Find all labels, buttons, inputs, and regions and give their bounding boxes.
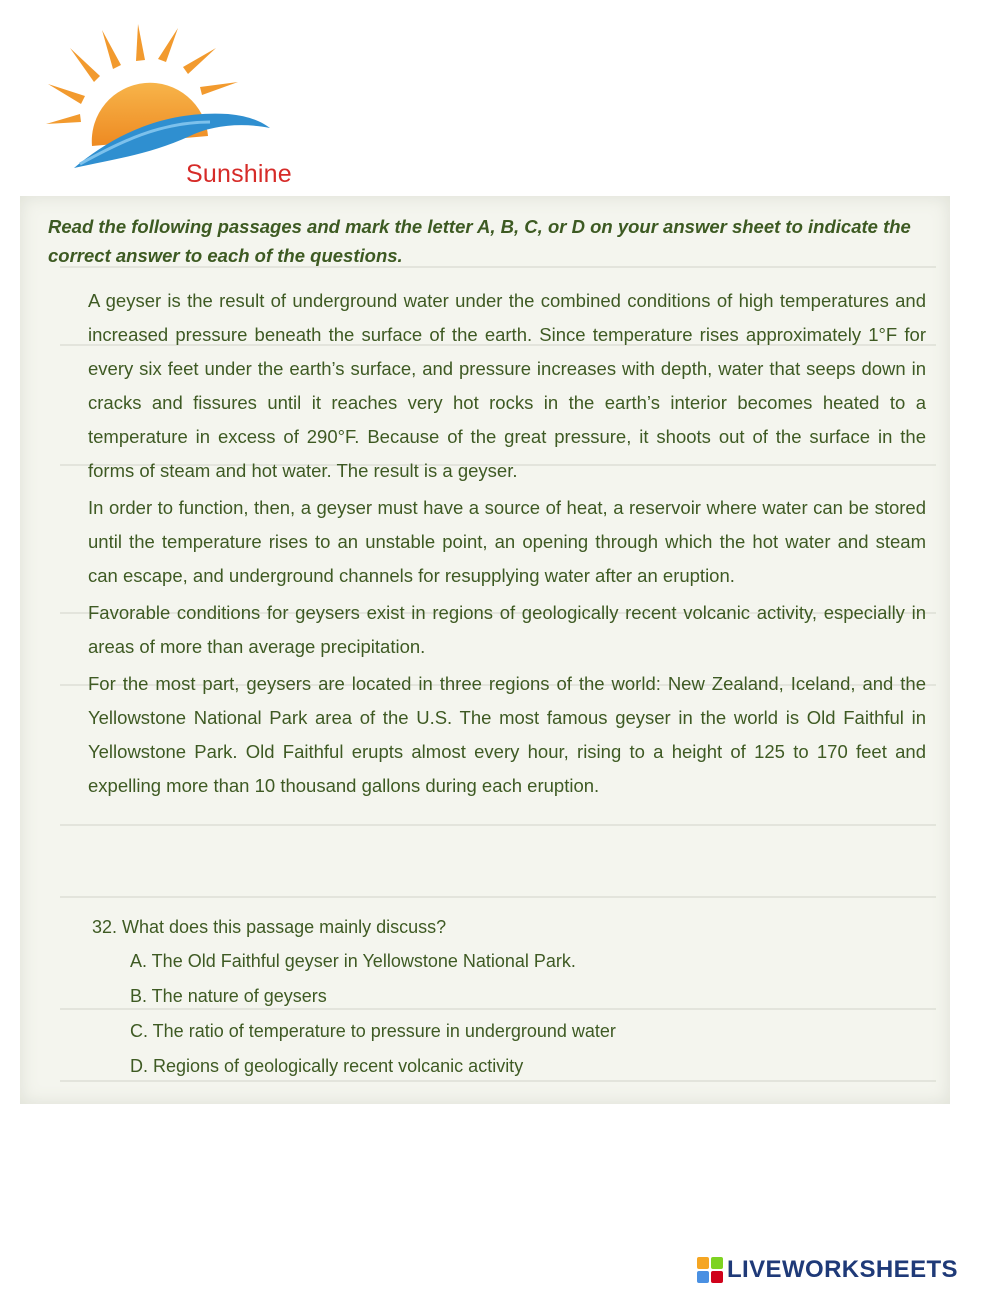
- liveworksheets-icon: [697, 1257, 723, 1283]
- logo-text: Sunshine: [186, 160, 292, 188]
- icon-tile: [697, 1271, 709, 1283]
- answer-option-b[interactable]: B. The nature of geysers: [130, 986, 327, 1006]
- icon-tile: [711, 1271, 723, 1283]
- liveworksheets-brand: [697, 1254, 958, 1286]
- instructions-heading: Read the following passages and mark the letter A, B, C, or D on your answer sheet to indicate the correct answer to each of the questions.: [48, 216, 911, 266]
- answer-option-d[interactable]: D. Regions of geologically recent volcanic activity: [130, 1056, 524, 1076]
- passage-paragraph: For the most part, geysers are located in three regions of the world: New Zealand, Iceland, and the Yellowstone National Park area of the U.S. The most famous geyser in the world is Old Faithful in Yellowstone Park. Old Faithful erupts almost every hour, rising to a height of 125 to 170 feet and expelling more than 10 thousand gallons during each eruption.: [88, 673, 926, 796]
- bleed-through-line: [60, 896, 936, 898]
- sun-icon: [40, 18, 280, 178]
- icon-tile: [697, 1257, 709, 1269]
- answer-option-a[interactable]: A. The Old Faithful geyser in Yellowstone National Park.: [130, 951, 576, 971]
- sunshine-logo: [40, 18, 292, 188]
- icon-tile: [711, 1257, 723, 1269]
- passage-paragraph: In order to function, then, a geyser must have a source of heat, a reservoir where water can be stored until the temperature rises to an unstable point, an opening through which the hot water and steam can escape, and underground channels for resupplying water after an eruption.: [88, 497, 926, 586]
- bleed-through-line: [60, 824, 936, 826]
- question-stem: 32. What does this passage mainly discuss?: [92, 917, 447, 937]
- reading-passage: [88, 284, 926, 806]
- passage-paragraph: Favorable conditions for geysers exist in regions of geologically recent volcanic activity, especially in areas of more than average precipitation.: [88, 602, 926, 657]
- question-32: [92, 912, 912, 1084]
- answer-option-c[interactable]: C. The ratio of temperature to pressure in underground water: [130, 1021, 616, 1041]
- passage-paragraph: A geyser is the result of underground water under the combined conditions of high temperatures and increased pressure beneath the surface of the earth. Since temperature rises approximately 1°F for every six feet under the earth’s surface, and pressure increases with depth, water that seeps down in cracks and fissures until it reaches very hot rocks in the earth’s interior becomes heated to a temperature in excess of 290°F. Because of the great pressure, it shoots out of the surface in the forms of steam and hot water. The result is a geyser.: [88, 290, 926, 481]
- liveworksheets-text: LIVEWORKSHEETS: [727, 1256, 958, 1283]
